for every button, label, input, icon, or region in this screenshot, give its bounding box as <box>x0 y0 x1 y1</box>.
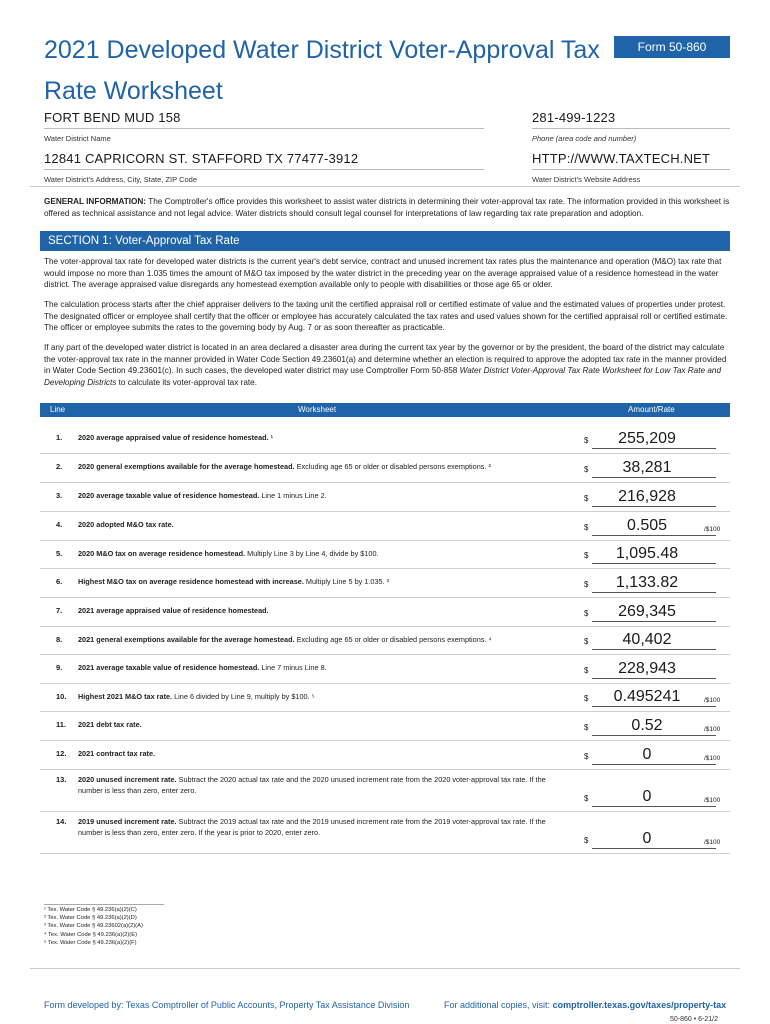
line-description-rest: ¹ <box>268 433 274 442</box>
rate-unit: /$100 <box>704 755 721 762</box>
footnote-divider <box>44 904 164 905</box>
line-description <box>78 548 558 559</box>
amount-field[interactable] <box>592 662 716 679</box>
general-info-text: The Comptroller's office provides this worksheet to assist water districts in determining their voter-approval tax rate. The information provided in this worksheet is offered as technical assistance and not legal advice. Water districts should consult legal counsel for interpretations of law regarding tax rate preparation and adoption. <box>44 197 730 218</box>
table-row <box>40 654 730 684</box>
website-value[interactable]: HTTP://WWW.TAXTECH.NET <box>532 151 730 170</box>
footer-copies-prefix: For additional copies, visit: <box>444 1000 553 1010</box>
column-amount: Amount/Rate <box>628 405 675 414</box>
line-number: 11. <box>56 720 67 729</box>
line-description-bold: 2019 unused increment rate. <box>78 817 177 826</box>
line-description <box>78 691 558 702</box>
line-description-rest: Excluding age 65 or older or disabled persons exemptions. ² <box>294 462 491 471</box>
amount-field[interactable] <box>592 790 716 807</box>
footnote: ² Tex. Water Code § 49.236(a)(2)(D) <box>44 915 137 922</box>
amount-field[interactable] <box>592 690 716 707</box>
currency-sign: $ <box>584 666 589 675</box>
line-description-bold: 2021 contract tax rate. <box>78 749 156 758</box>
amount-value: 0 <box>642 746 652 763</box>
amount-value: 1,133.82 <box>615 574 679 591</box>
amount-value: 228,943 <box>618 660 676 677</box>
amount-field[interactable] <box>592 748 716 765</box>
amount-value: 40,402 <box>622 631 672 648</box>
amount-field[interactable] <box>592 547 716 564</box>
line-description-rest: Multiply Line 3 by Line 4, divide by $100. <box>245 549 379 558</box>
currency-sign: $ <box>584 465 589 474</box>
line-description-rest: Subtract the 2019 actual tax rate and the 2019 unused increment rate from the 2019 voter-approval tax rate. If the number is less than zero, enter zero. If the year is prior to 2020, enter zero. <box>78 817 546 837</box>
currency-sign: $ <box>584 637 589 646</box>
table-row <box>40 568 730 598</box>
line-number: 14. <box>56 817 67 826</box>
amount-value: 38,281 <box>622 459 672 476</box>
amount-field[interactable] <box>592 490 716 507</box>
line-description-rest: Line 7 minus Line 8. <box>259 663 327 672</box>
rate-unit: /$100 <box>704 797 721 804</box>
currency-sign: $ <box>584 551 589 560</box>
table-row <box>40 769 730 812</box>
line-description-rest: Subtract the 2020 actual tax rate and the 2020 unused increment rate from the 2020 voter-approval tax rate. If the number is less than zero, enter zero. <box>78 775 546 795</box>
amount-value: 0 <box>642 830 652 847</box>
line-number: 5. <box>56 549 63 558</box>
line-description-rest: Excluding age 65 or older or disabled persons exemptions. ⁴ <box>294 635 492 644</box>
table-row <box>40 424 730 454</box>
amount-value: 1,095.48 <box>615 545 679 562</box>
footer-divider <box>30 968 740 969</box>
amount-value: 269,345 <box>618 603 676 620</box>
line-number: 10. <box>56 692 67 701</box>
amount-value: 255,209 <box>618 430 676 447</box>
line-number: 8. <box>56 635 63 644</box>
line-description <box>78 432 558 443</box>
general-information <box>44 196 730 219</box>
form-code: 50-860 • 6-21/2 <box>670 1016 718 1023</box>
amount-field[interactable] <box>592 719 716 736</box>
currency-sign: $ <box>584 794 589 803</box>
phone-field <box>532 110 730 143</box>
line-number: 6. <box>56 577 63 586</box>
district-name-label: Water District Name <box>44 134 111 143</box>
line-number: 12. <box>56 749 67 758</box>
rate-unit: /$100 <box>704 726 721 733</box>
table-row <box>40 597 730 627</box>
line-description-bold: Highest 2021 M&O tax rate. <box>78 692 173 701</box>
line-number: 7. <box>56 606 63 615</box>
line-description <box>78 774 558 796</box>
table-row <box>40 482 730 512</box>
line-description-bold: 2020 adopted M&O tax rate. <box>78 520 174 529</box>
amount-value: 0.52 <box>631 717 663 734</box>
currency-sign: $ <box>584 580 589 589</box>
comptroller-link[interactable]: comptroller.texas.gov/taxes/property-tax <box>552 1000 727 1010</box>
table-row <box>40 540 730 569</box>
line-description <box>78 576 558 587</box>
amount-field[interactable] <box>592 576 716 593</box>
amount-field[interactable] <box>592 461 716 478</box>
phone-value[interactable]: 281-499-1223 <box>532 110 730 129</box>
paragraph-3-text-a: If any part of the developed water district is located in an area declared a disaster area during the current tax year by the governor or by the president, the board of the district may calculate the voter-approval tax rate in the manner provided in Water Code Section 49.23601(a) and determine whether an election is required to approve the adopted tax rate in the manner provided in Water Code Section 49.23601(c). In such cases, the developed water district may use Comptroller Form 50-858 <box>44 343 727 376</box>
footnote: ⁴ Tex. Water Code § 49.236(a)(2)(E) <box>44 931 138 938</box>
currency-sign: $ <box>584 694 589 703</box>
section-1-header: SECTION 1: Voter-Approval Tax Rate <box>40 231 730 251</box>
rate-unit: /$100 <box>704 697 721 704</box>
line-description-bold: 2020 average taxable value of residence homestead. <box>78 491 260 500</box>
paragraph-3-text-b: to calculate its voter-approval tax rate. <box>116 377 257 387</box>
table-row <box>40 811 730 854</box>
currency-sign: $ <box>584 836 589 845</box>
table-row <box>40 453 730 483</box>
phone-label: Phone (area code and number) <box>532 134 637 143</box>
line-number: 2. <box>56 462 63 471</box>
amount-field[interactable] <box>592 432 716 449</box>
table-row <box>40 683 730 712</box>
line-description <box>78 461 558 472</box>
district-name-value[interactable]: FORT BEND MUD 158 <box>44 110 484 129</box>
line-description-bold: 2020 unused increment rate. <box>78 775 177 784</box>
line-description <box>78 816 558 838</box>
line-number: 9. <box>56 663 63 672</box>
currency-sign: $ <box>584 609 589 618</box>
rate-unit: /$100 <box>704 526 721 533</box>
column-line: Line <box>50 405 66 414</box>
column-worksheet: Worksheet <box>298 405 337 414</box>
address-label: Water District's Address, City, State, ZIP Code <box>44 175 198 184</box>
table-row <box>40 711 730 741</box>
line-description <box>78 662 558 673</box>
table-row <box>40 511 730 541</box>
line-description-bold: 2021 debt tax rate. <box>78 720 142 729</box>
currency-sign: $ <box>584 723 589 732</box>
divider <box>30 186 740 187</box>
line-description-rest: Multiply Line 5 by 1.035. ³ <box>303 577 390 586</box>
line-description-rest: Line 6 divided by Line 9, multiply by $100. ⁵ <box>172 692 315 701</box>
footer-copies <box>444 1000 726 1010</box>
line-description <box>78 719 558 730</box>
line-description-bold: 2020 M&O tax on average residence homestead. <box>78 549 246 558</box>
table-row <box>40 626 730 655</box>
line-description-bold: Highest M&O tax on average residence homestead with increase. <box>78 577 304 586</box>
currency-sign: $ <box>584 752 589 761</box>
rate-unit: /$100 <box>704 839 721 846</box>
website-field <box>532 151 730 184</box>
line-number: 3. <box>56 491 63 500</box>
district-name-field <box>44 110 484 143</box>
amount-field[interactable] <box>592 605 716 622</box>
amount-field[interactable] <box>592 633 716 650</box>
currency-sign: $ <box>584 436 589 445</box>
line-description <box>78 748 558 759</box>
line-description-bold: 2020 general exemptions available for the average homestead. <box>78 462 295 471</box>
table-row <box>40 740 730 770</box>
currency-sign: $ <box>584 523 589 532</box>
amount-value: 0.495241 <box>613 688 681 705</box>
worksheet-reference: Water District Voter-Approval Tax Rate Worksheet for Low Tax Rate and Developing Districts <box>44 366 721 387</box>
line-description <box>78 490 558 501</box>
general-info-lead: GENERAL INFORMATION: <box>44 197 147 206</box>
amount-value: 216,928 <box>618 488 676 505</box>
amount-field[interactable] <box>592 519 716 536</box>
section-1-paragraph-3 <box>44 342 730 388</box>
currency-sign: $ <box>584 494 589 503</box>
footer-developed-by: Form developed by: Texas Comptroller of Public Accounts, Property Tax Assistance Division <box>44 1000 410 1010</box>
line-description-rest: Line 1 minus Line 2. <box>259 491 327 500</box>
worksheet-table-header <box>40 403 730 417</box>
line-description <box>78 634 558 645</box>
line-number: 4. <box>56 520 63 529</box>
line-description <box>78 605 558 616</box>
line-description-bold: 2021 average taxable value of residence homestead. <box>78 663 260 672</box>
address-field <box>44 151 484 184</box>
line-description-bold: 2020 average appraised value of residence homestead. <box>78 433 269 442</box>
line-description-bold: 2021 general exemptions available for the average homestead. <box>78 635 295 644</box>
line-description-bold: 2021 average appraised value of residence homestead. <box>78 606 269 615</box>
website-label: Water District's Website Address <box>532 175 641 184</box>
amount-field[interactable] <box>592 832 716 849</box>
footnote: ³ Tex. Water Code § 49.23602(a)(2)(A) <box>44 923 143 930</box>
amount-value: 0.505 <box>626 517 668 534</box>
address-value[interactable]: 12841 CAPRICORN ST. STAFFORD TX 77477-3912 <box>44 151 484 170</box>
section-1-paragraph-2: The calculation process starts after the chief appraiser delivers to the taxing unit the certified appraisal roll or certified estimate of value and the estimated values of properties under protest. The designated officer or employee shall certify that the officer or employee has accurately calculated the tax rates and used values shown for the certified appraisal roll or certified estimate. The officer or employee submits the rates to the governing body by Aug. 7 or as soon thereafter as practicable. <box>44 300 728 333</box>
page-title: 2021 Developed Water District Voter-Approval Tax Rate Worksheet <box>44 36 600 105</box>
amount-value: 0 <box>642 788 652 805</box>
footnote: ¹ Tex. Water Code § 49.236(a)(2)(C) <box>44 907 137 913</box>
line-description <box>78 519 558 530</box>
line-number: 13. <box>56 775 67 784</box>
form-number-badge: Form 50-860 <box>614 36 730 58</box>
section-1-paragraph-1: The voter-approval tax rate for developed water districts is the current year's debt service, contract and unused increment tax rates plus the maintenance and operation (M&O) tax rate that would impose no more than 1.035 times the amount of M&O tax imposed by the water district in the preceding year on the average appraised value of a residence homestead in the water district. The average appraised value disregards any homestead exemption available only to people with disabilities or those age 65 or older. <box>44 257 722 290</box>
line-number: 1. <box>56 433 63 442</box>
footnotes <box>44 906 344 947</box>
footnote: ⁵ Tex. Water Code § 49.236(a)(2)(F) <box>44 939 137 946</box>
